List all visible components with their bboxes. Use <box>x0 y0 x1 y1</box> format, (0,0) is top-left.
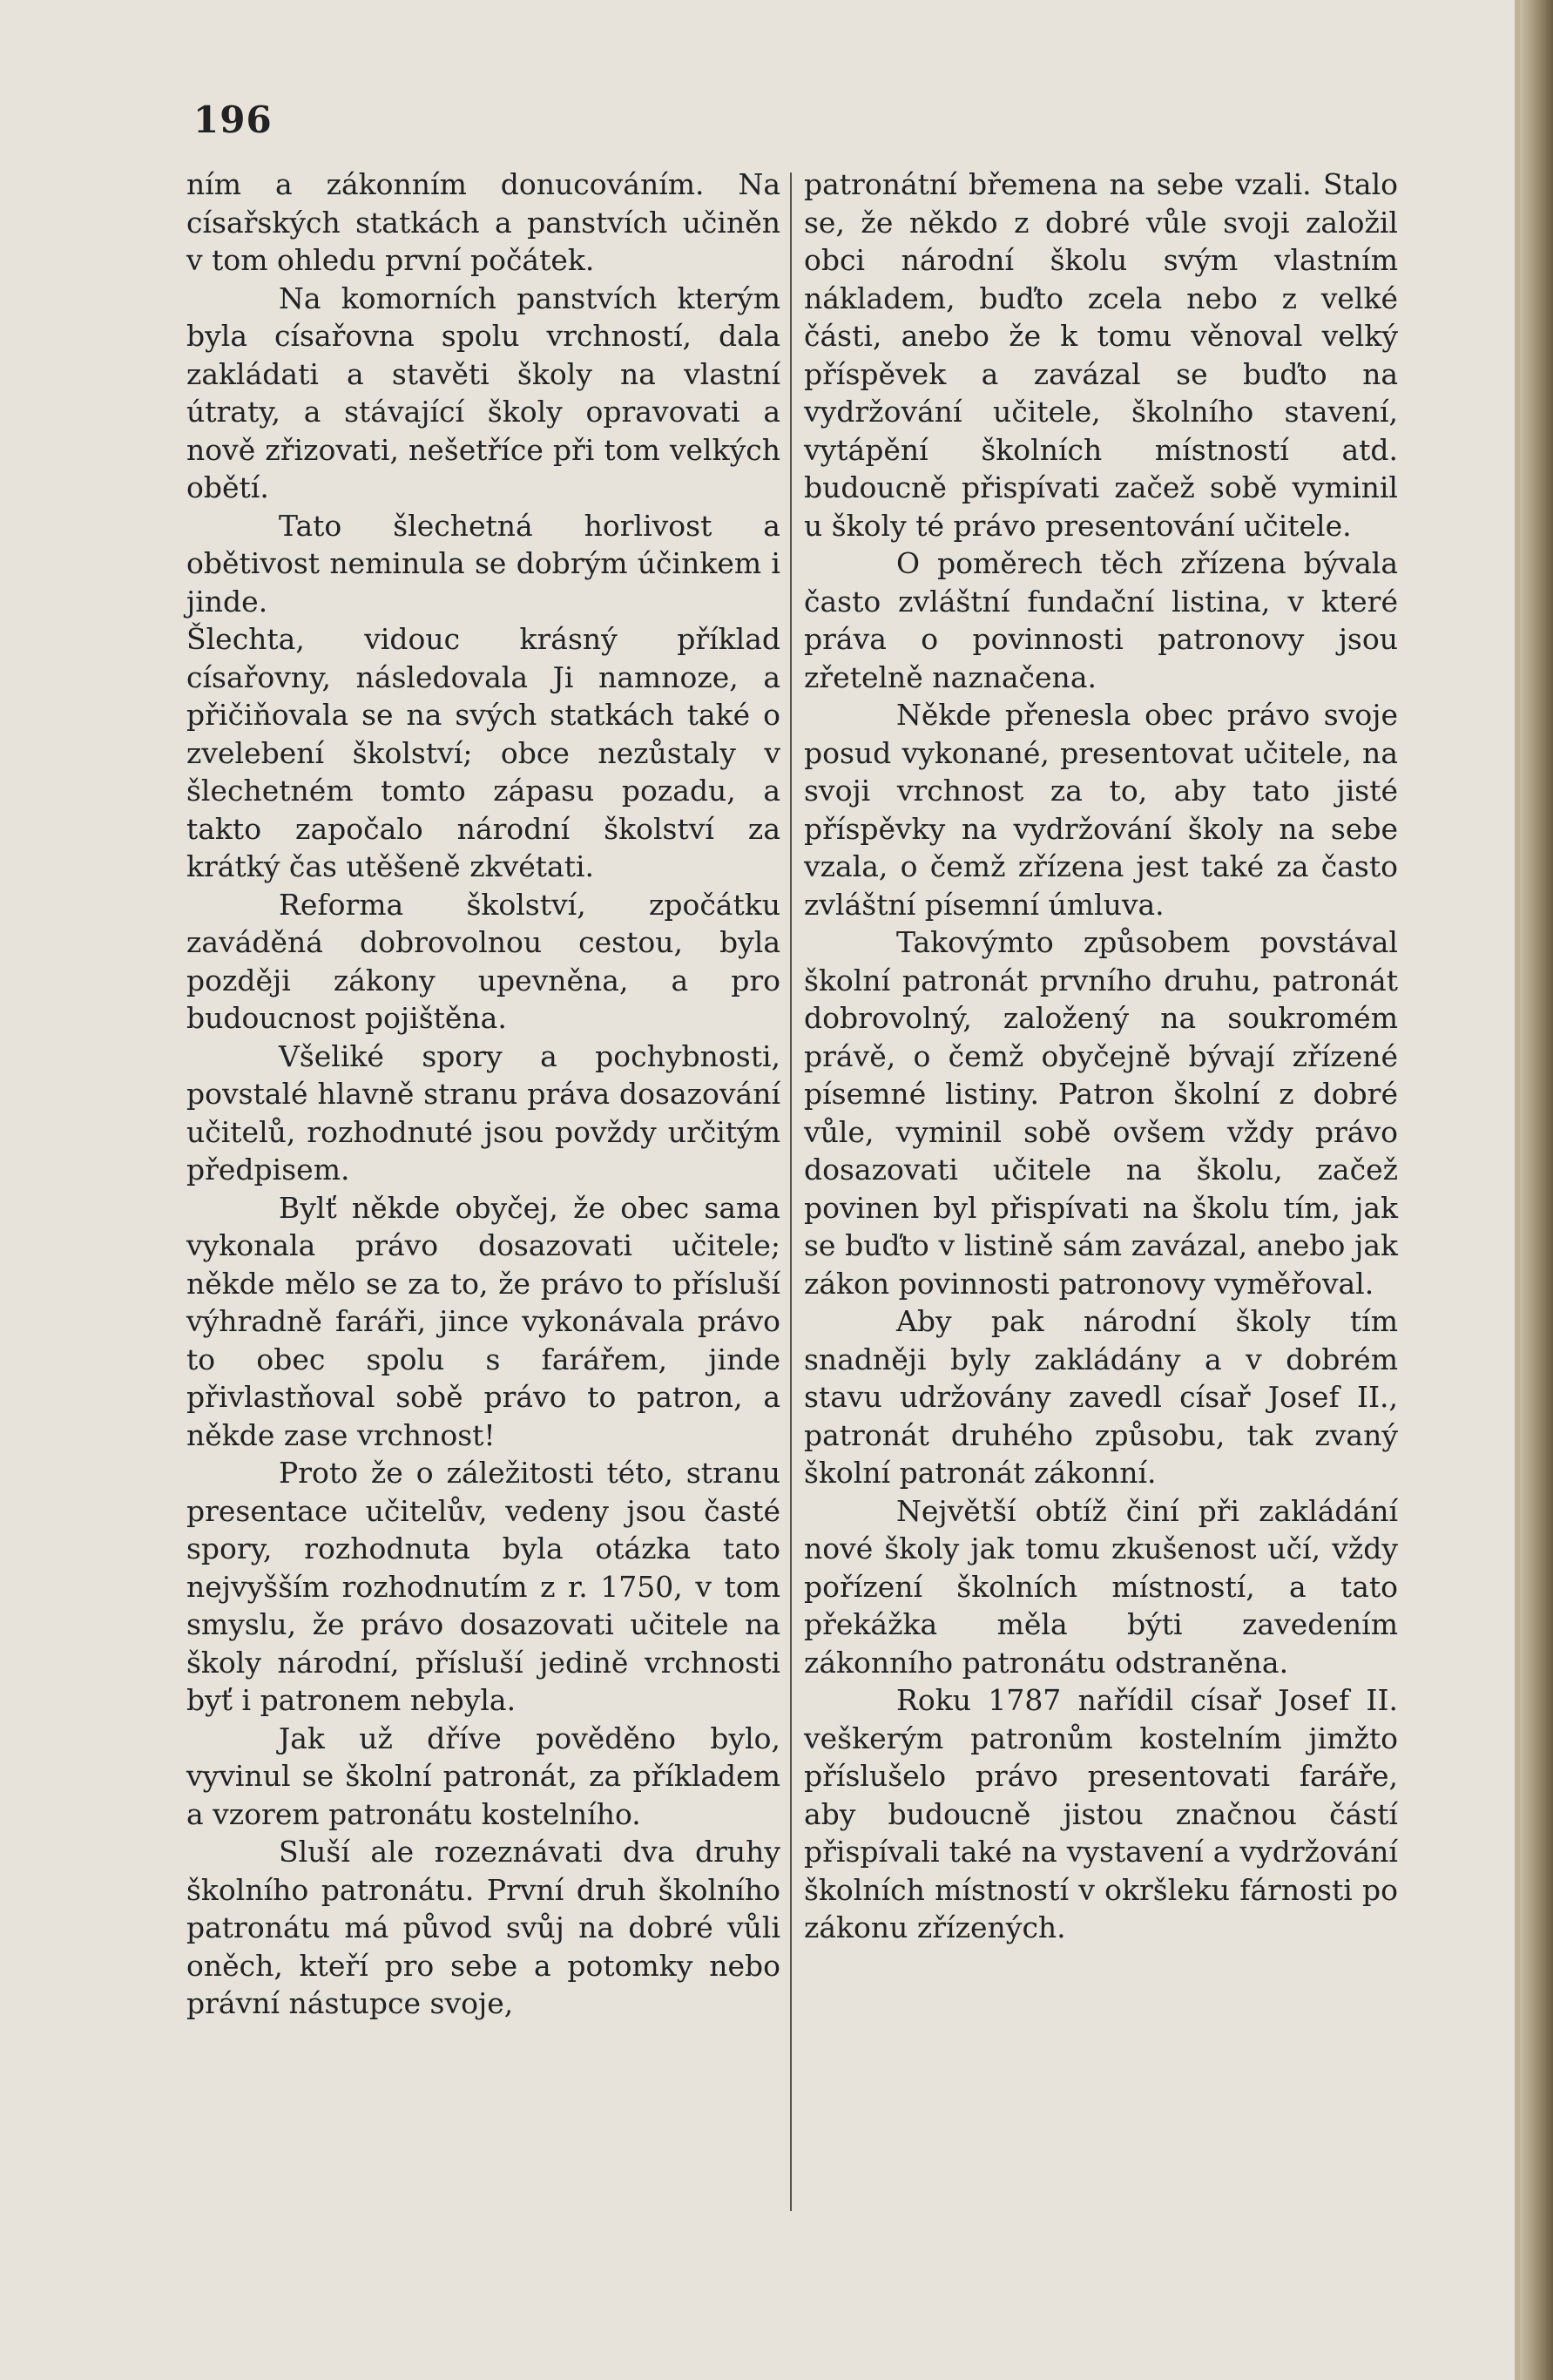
paragraph: ním a zákonním donucováním. Na císařských statkách a panstvích učiněn v tom ohledu první počátek. <box>186 167 780 277</box>
paragraph: Reforma školství, zpočátku zaváděná dobrovolnou cestou, byla později zákony upevněna, a pro budoucnost pojištěna. <box>186 887 780 1035</box>
paragraph: Aby pak národní školy tím snadněji byly zakládány a v dobrém stavu udržovány zavedl císař Josef II., patronát druhého způsobu, tak zvaný školní patronát zákonní. <box>804 1304 1398 1490</box>
column-divider <box>790 172 792 2211</box>
paragraph: Proto že o záležitosti této, stranu presentace učitelův, vedeny jsou časté spory, rozhodnuta byla otázka tato nejvyšším rozhodnutím z r. 1750, v tom smyslu, že právo dosazovati učitele na školy národní, přísluší jedině vrchnosti byť i patronem nebyla. <box>186 1456 780 1717</box>
paragraph: Šlechta, vidouc krásný příklad císařovny, následovala Ji namnoze, a přičiňovala se na svých statkách také o zvelebení školství; obce nezůstaly v šlechetném tomto zápasu pozadu, a takto započalo národní školství za krátký čas utěšeně zkvétati. <box>186 622 780 883</box>
paragraph: Někde přenesla obec právo svoje posud vykonané, presentovat učitele, na svoji vrchnost za to, aby tato jisté příspěvky na vydržování školy na sebe vzala, o čemž zřízena jest také za často zvláštní písemní úmluva. <box>804 698 1398 922</box>
paragraph: O poměrech těch zřízena bývala často zvláštní fundační listina, v které práva o povinnosti patronovy jsou zřetelně naznačena. <box>804 546 1398 694</box>
paragraph: Takovýmto způsobem povstával školní patronát prvního druhu, patronát dobrovolný, založený na soukromém právě, o čemž obyčejně bývají zřízené písemné listiny. Patron školní z dobré vůle, vyminil sobě ovšem vždy právo dosazovati učitele na školu, začež povinen byl přispívati na školu tím, jak se buďto v listině sám zavázal, anebo jak zákon povinnosti patronovy vyměřoval. <box>804 925 1398 1301</box>
book-binding-edge <box>1520 0 1553 2380</box>
paragraph: Sluší ale rozeznávati dva druhy školního patronátu. První druh školního patronátu má původ svůj na dobré vůli oněch, kteří pro sebe a potomky nebo právní nástupce svoje, <box>186 1835 780 2020</box>
paragraph: Na komorních panstvích kterým byla císařovna spolu vrchností, dala zakládati a stavěti školy na vlastní útraty, a stávající školy opravovati a nově zřizovati, nešetříce při tom velkých obětí. <box>186 281 780 504</box>
paragraph: patronátní břemena na sebe vzali. Stalo se, že někdo z dobré vůle svoji založil obci národní školu svým vlastním nákladem, buďto zcela nebo z velké části, anebo že k tomu věnoval velký příspěvek a zavázal se buďto na vydržování učitele, školního stavení, vytápění školních místností atd. budoucně přispívati začež sobě vyminil u školy té právo presentování učitele. <box>804 167 1398 543</box>
paragraph: Všeliké spory a pochybnosti, povstalé hlavně stranu práva dosazování učitelů, rozhodnuté jsou povždy určitým předpisem. <box>186 1038 780 1187</box>
paragraph: Jak už dříve pověděno bylo, vyvinul se školní patronát, za příkladem a vzorem patronátu kostelního. <box>186 1721 780 1831</box>
paragraph: Tato šlechetná horlivost a obětivost neminula se dobrým účinkem i jinde. <box>186 508 780 619</box>
right-column <box>804 166 1398 1947</box>
paragraph: Největší obtíž činí při zakládání nové školy jak tomu zkušenost učí, vždy pořízení školních místností, a tato překážka měla býti zavedením zákonního patronátu odstraněna. <box>804 1493 1398 1680</box>
left-column <box>186 166 780 2023</box>
paragraph: Roku 1787 nařídil císař Josef II. veškerým patronům kostelním jimžto příslušelo právo presentovati faráře, aby budoucně jistou značnou částí přispívali také na vystavení a vydržování školních místností v okršleku fárnosti po zákonu zřízených. <box>804 1683 1398 1944</box>
page-number: 196 <box>193 98 273 141</box>
paragraph: Bylť někde obyčej, že obec sama vykonala právo dosazovati učitele; někde mělo se za to, že právo to přísluší výhradně faráři, jince vykonávala právo to obec spolu s farářem, jinde přivlastňoval sobě právo to patron, a někde zase vrchnost! <box>186 1190 780 1452</box>
